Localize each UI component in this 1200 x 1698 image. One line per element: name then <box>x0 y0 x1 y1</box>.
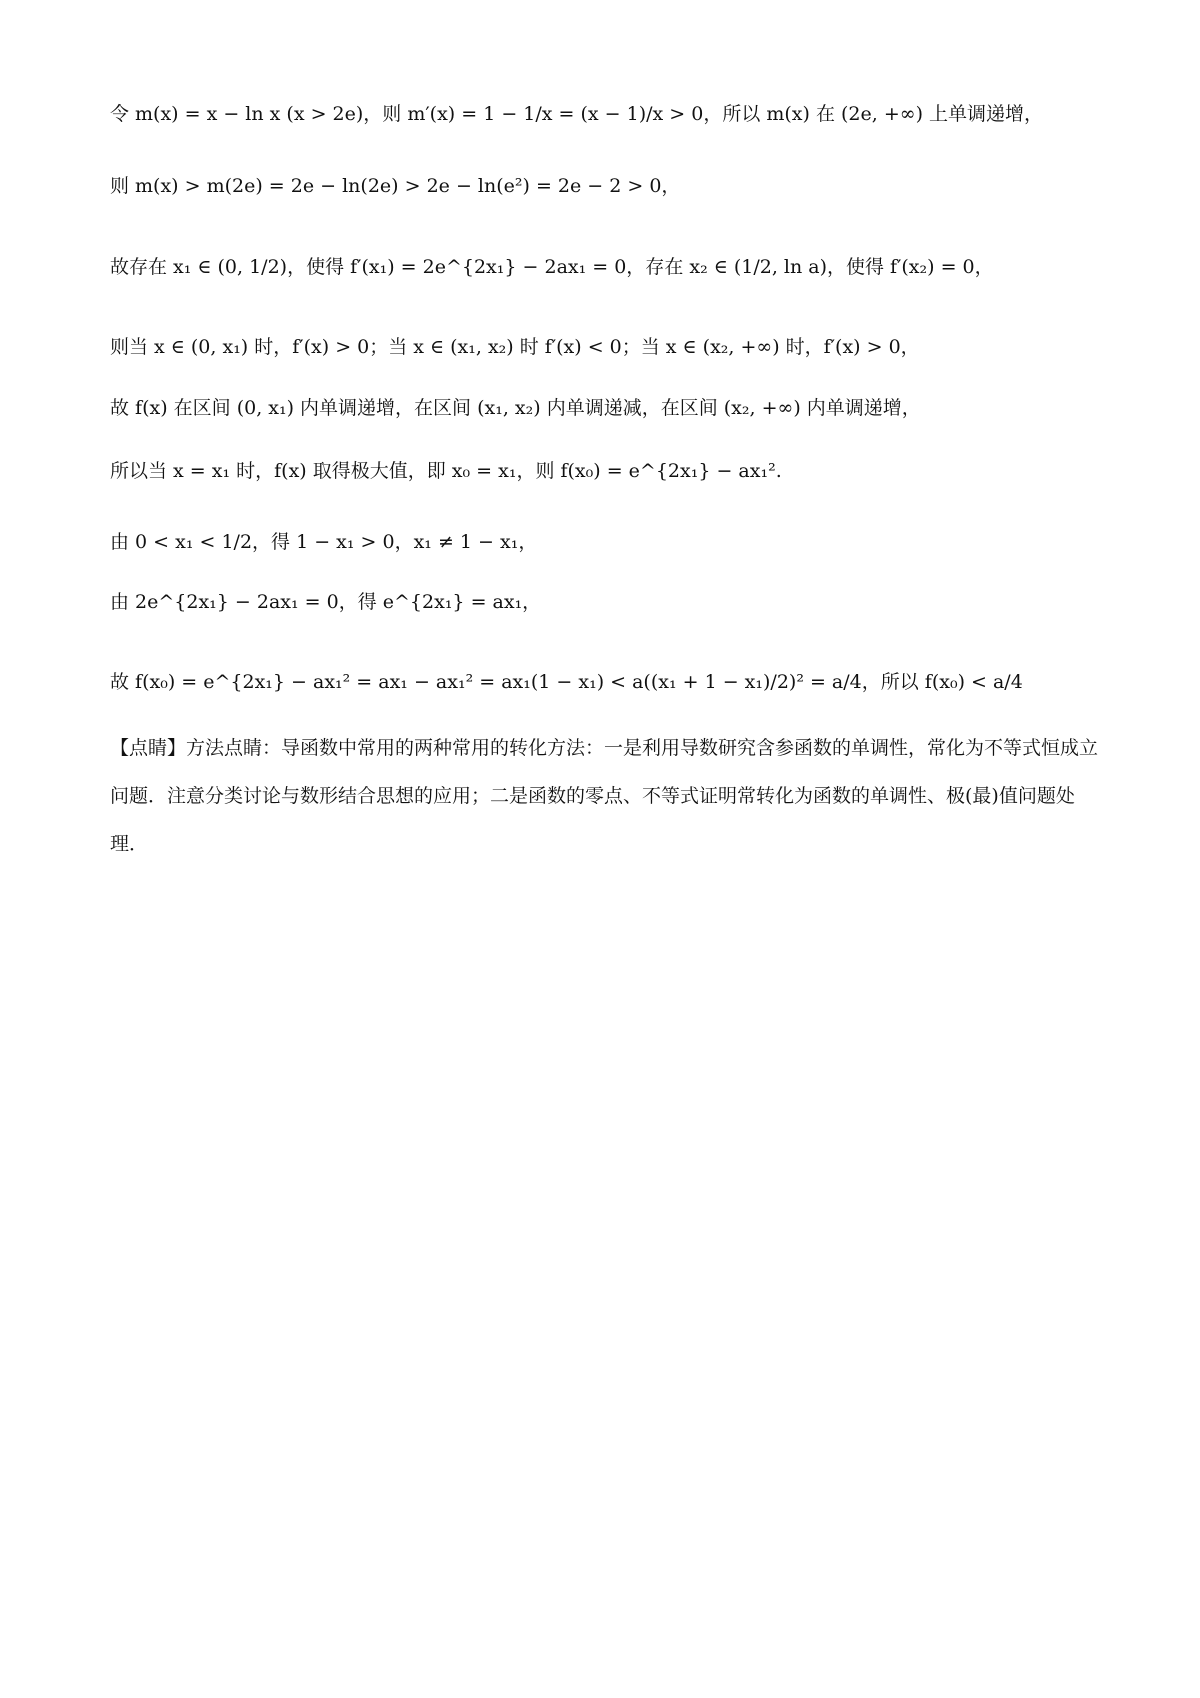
line-7: 由 0 < x₁ < 1/2，得 1 − x₁ > 0，x₁ ≠ 1 − x₁， <box>110 531 538 553</box>
note-paragraph: 【点睛】方法点睛：导函数中常用的两种常用的转化方法：一是利用导数研究含参函数的单调性，常化为不等式恒成立问题．注意分类讨论与数形结合思想的应用；二是函数的零点、不等式证明常转化为函数的单调性、极(最)值问题处理． <box>110 737 1099 855</box>
line-9: 故 f(x₀) = e^{2x₁} − ax₁² = ax₁ − ax₁² = ax₁(1 − x₁) < a((x₁ + 1 − x₁)/2)² = a/4，所以 f(x₀) < a/4 <box>110 671 1023 693</box>
line-8: 由 2e^{2x₁} − 2ax₁ = 0，得 e^{2x₁} = ax₁， <box>110 591 542 613</box>
line-1: 令 m(x) = x − ln x (x > 2e)，则 m′(x) = 1 − 1/x = (x − 1)/x > 0，所以 m(x) 在 (2e, +∞) 上单调递增， <box>110 103 1044 125</box>
line-6: 所以当 x = x₁ 时，f(x) 取得极大值，即 x₀ = x₁，则 f(x₀) = e^{2x₁} − ax₁². <box>110 460 782 482</box>
line-2: 则 m(x) > m(2e) = 2e − ln(2e) > 2e − ln(e²) = 2e − 2 > 0， <box>110 175 681 197</box>
line-3: 故存在 x₁ ∈ (0, 1/2)，使得 f′(x₁) = 2e^{2x₁} − 2ax₁ = 0，存在 x₂ ∈ (1/2, ln a)，使得 f′(x₂) = 0， <box>110 256 994 278</box>
line-5: 故 f(x) 在区间 (0, x₁) 内单调递增，在区间 (x₁, x₂) 内单调递减，在区间 (x₂, +∞) 内单调递增， <box>110 397 921 419</box>
line-4: 则当 x ∈ (0, x₁) 时，f′(x) > 0；当 x ∈ (x₁, x₂) 时 f′(x) < 0；当 x ∈ (x₂, +∞) 时，f′(x) > 0， <box>110 336 920 358</box>
